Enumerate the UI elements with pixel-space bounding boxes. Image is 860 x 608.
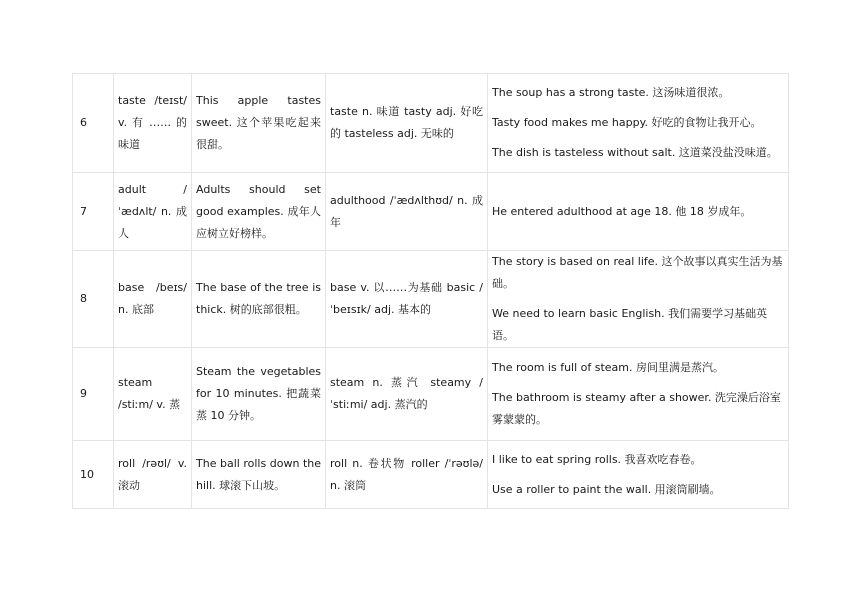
example-sentence: The ball rolls down the hill. 球滚下山坡。 [192,441,326,509]
vocabulary-table [72,73,789,509]
word-entry: taste /teɪst/ v. 有 …… 的味道 [114,74,192,173]
usage-sentences [488,74,789,173]
row-number: 10 [73,441,114,509]
word-entry: steam /stiːm/ v. 蒸 [114,348,192,441]
table-row [73,441,789,509]
usage-sentence: The bathroom is steamy after a shower. 洗完澡后浴室雾蒙蒙的。 [492,391,781,426]
usage-sentence: Tasty food makes me happy. 好吃的食物让我开心。 [492,116,762,129]
usage-sentence: He entered adulthood at age 18. 他 18 岁成年。 [492,204,752,218]
usage-sentence: We need to learn basic English. 我们需要学习基础英语。 [492,307,768,342]
row-number: 8 [73,251,114,348]
word-entry: adult /ˈædʌlt/ n. 成人 [114,173,192,251]
word-entry: base /beɪs/ n. 底部 [114,251,192,348]
usage-sentences [488,251,789,348]
usage-sentences [488,173,789,251]
row-number: 9 [73,348,114,441]
derived-words: steam n. 蒸汽 steamy /ˈstiːmi/ adj. 蒸汽的 [326,348,488,441]
derived-words: roll n. 卷状物 roller /ˈrəʊlə/ n. 滚筒 [326,441,488,509]
derived-words: adulthood /ˈædʌlthʊd/ n. 成年 [326,173,488,251]
derived-words: taste n. 味道 tasty adj. 好吃的 tasteless adj. 无味的 [326,74,488,173]
usage-sentence: Use a roller to paint the wall. 用滚筒刷墙。 [492,482,721,496]
word-entry: roll /rəʊl/ v. 滚动 [114,441,192,509]
derived-words: base v. 以……为基础 basic /ˈbeɪsɪk/ adj. 基本的 [326,251,488,348]
usage-sentence: The room is full of steam. 房间里满是蒸汽。 [492,361,725,374]
table-row [73,173,789,251]
usage-sentence: The dish is tasteless without salt. 这道菜没盐没味道。 [492,146,778,159]
usage-sentences [488,441,789,509]
usage-sentence: The story is based on real life. 这个故事以真实生活为基础。 [492,255,783,290]
table-row [73,348,789,441]
table-row [73,251,789,348]
example-sentence: Steam the vegetables for 10 minutes. 把蔬菜蒸 10 分钟。 [192,348,326,441]
usage-sentences [488,348,789,441]
example-sentence: This apple tastes sweet. 这个苹果吃起来很甜。 [192,74,326,173]
table-row [73,74,789,173]
example-sentence: Adults should set good examples. 成年人应树立好榜样。 [192,173,326,251]
usage-sentence: I like to eat spring rolls. 我喜欢吃春卷。 [492,452,702,466]
usage-sentence: The soup has a strong taste. 这汤味道很浓。 [492,86,730,99]
row-number: 6 [73,74,114,173]
example-sentence: The base of the tree is thick. 树的底部很粗。 [192,251,326,348]
row-number: 7 [73,173,114,251]
